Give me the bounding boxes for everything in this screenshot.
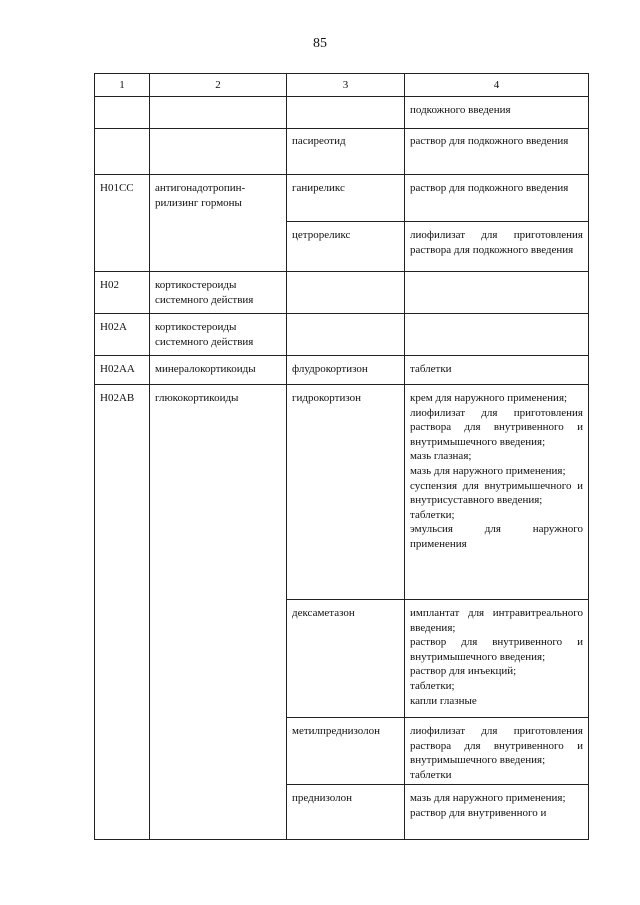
code-cell [95, 785, 150, 840]
column-header: 4 [405, 74, 589, 97]
forms-cell [405, 718, 589, 785]
table-row [95, 175, 589, 222]
forms-cell [405, 272, 589, 314]
form-line: лиофилизат для приготовления раствора для внутривенного и внутримышечного введения; [410, 406, 583, 448]
form-line: раствор для инъекций; [410, 665, 517, 678]
code-cell: H02AB [95, 385, 150, 600]
form-line: мазь для наружного применения; [410, 464, 566, 477]
forms-cell [405, 785, 589, 840]
drug-cell [287, 314, 405, 356]
forms-cell [405, 385, 589, 600]
code-cell: H02AA [95, 356, 150, 385]
table-row [95, 385, 589, 600]
code-cell: H01CC [95, 175, 150, 222]
column-header: 2 [150, 74, 287, 97]
table-row [95, 718, 589, 785]
group-cell: минералокортикоиды [150, 356, 287, 385]
form-line: эмульсия для наружного применения [410, 523, 583, 550]
form-line: таблетки [410, 363, 452, 375]
drug-cell: ганиреликс [287, 175, 405, 222]
form-line: мазь глазная; [410, 450, 472, 463]
group-cell [150, 785, 287, 840]
code-cell [95, 222, 150, 272]
drug-cell: пасиреотид [287, 129, 405, 175]
forms-cell [405, 314, 589, 356]
drug-cell: метилпреднизолон [287, 718, 405, 785]
code-cell [95, 97, 150, 129]
table-row [95, 272, 589, 314]
form-line: раствор для подкожного введения [410, 135, 569, 147]
group-cell: антигонадотропин-рилизинг гормоны [150, 175, 287, 222]
forms-cell [405, 356, 589, 385]
group-cell: кортикостероиды системного действия [150, 314, 287, 356]
form-line: таблетки; [410, 508, 455, 521]
group-cell [150, 129, 287, 175]
table-row [95, 785, 589, 840]
form-line: крем для наружного применения; [410, 392, 568, 404]
form-line: раствор для внутривенного и внутримышечного введения; [410, 636, 583, 663]
drug-cell: дексаметазон [287, 600, 405, 718]
forms-cell [405, 222, 589, 272]
column-header: 3 [287, 74, 405, 97]
form-line: раствор для подкожного введения [410, 182, 569, 194]
table-row [95, 356, 589, 385]
drug-cell: гидрокортизон [287, 385, 405, 600]
drug-table [94, 73, 589, 840]
group-cell [150, 97, 287, 129]
forms-cell [405, 600, 589, 718]
form-line: подкожного введения [410, 104, 511, 116]
group-cell [150, 222, 287, 272]
drug-cell: преднизолон [287, 785, 405, 840]
table-row [95, 129, 589, 175]
table-row [95, 222, 589, 272]
group-cell [150, 718, 287, 785]
drug-cell: цетрореликс [287, 222, 405, 272]
forms-cell [405, 175, 589, 222]
form-line: таблетки; [410, 679, 455, 692]
form-line: таблетки [410, 768, 452, 781]
page-number: 85 [313, 36, 327, 51]
group-cell [150, 600, 287, 718]
group-cell: кортикостероиды системного действия [150, 272, 287, 314]
form-line: лиофилизат для приготовления раствора для подкожного введения [410, 229, 583, 256]
table-header-row [95, 74, 589, 97]
form-line: суспензия для внутримышечного и внутрисуставного введения; [410, 479, 583, 507]
table-row [95, 314, 589, 356]
form-line: имплантат для интравитреального введения; [410, 607, 583, 634]
drug-cell: флудрокортизон [287, 356, 405, 385]
drug-cell [287, 97, 405, 129]
form-line: мазь для наружного применения; [410, 792, 566, 804]
table-row [95, 600, 589, 718]
drug-cell [287, 272, 405, 314]
code-cell: H02A [95, 314, 150, 356]
form-line: капли глазные [410, 694, 477, 707]
code-cell [95, 129, 150, 175]
code-cell [95, 718, 150, 785]
form-line: лиофилизат для приготовления раствора для внутривенного и внутримышечного введения; [410, 725, 583, 767]
table-row [95, 97, 589, 129]
column-header: 1 [95, 74, 150, 97]
group-cell: глюкокортикоиды [150, 385, 287, 600]
form-line: раствор для внутривенного и [410, 806, 547, 819]
code-cell [95, 600, 150, 718]
code-cell: H02 [95, 272, 150, 314]
forms-cell [405, 97, 589, 129]
forms-cell [405, 129, 589, 175]
